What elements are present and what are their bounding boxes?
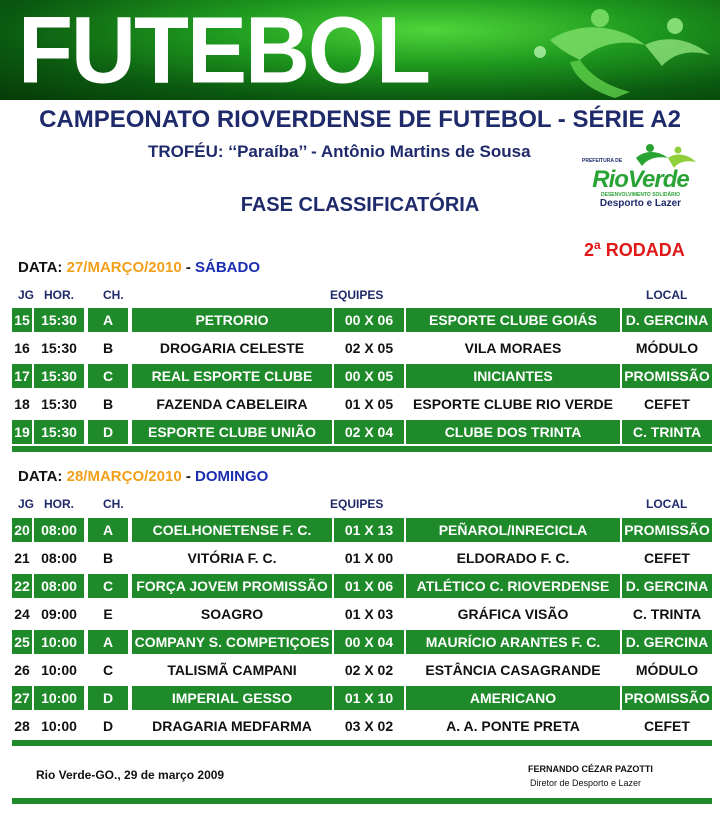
away-team: MAURÍCIO ARANTES F. C. — [406, 630, 620, 654]
home-team: FAZENDA CABELEIRA — [156, 396, 308, 412]
game-venue: C. TRINTA — [632, 606, 702, 622]
game-time: 15:30 — [41, 340, 77, 356]
home-team: ESPORTE CLUBE UNIÃO — [132, 420, 332, 444]
bottom-bar — [12, 798, 712, 804]
col-hor: HOR. — [44, 497, 74, 511]
game-group: A — [88, 308, 128, 332]
game-number: 21 — [14, 550, 30, 566]
round-ordinal: a — [594, 238, 601, 252]
table-row — [12, 684, 712, 712]
date-weekday: DOMINGO — [195, 468, 269, 485]
table-row — [12, 362, 712, 390]
away-team: CLUBE DOS TRINTA — [406, 420, 620, 444]
col-equipes: EQUIPES — [330, 288, 384, 302]
game-score: 01 X 05 — [344, 396, 394, 412]
games-table-saturday — [12, 306, 712, 446]
game-venue: D. GERCINA — [622, 630, 712, 654]
game-time: 15:30 — [34, 364, 84, 388]
away-team: GRÁFICA VISÃO — [457, 606, 569, 622]
table-row — [12, 418, 712, 446]
home-team: PETRORIO — [132, 308, 332, 332]
game-group: A — [88, 630, 128, 654]
game-time: 10:00 — [34, 686, 84, 710]
col-equipes: EQUIPES — [330, 497, 384, 511]
game-score: 03 X 02 — [344, 718, 394, 734]
date-line-sunday — [18, 468, 268, 485]
col-jg: JG — [18, 497, 35, 511]
away-team: ESPORTE CLUBE RIO VERDE — [413, 396, 613, 412]
col-local: LOCAL — [646, 497, 688, 511]
game-score: 01 X 10 — [334, 686, 404, 710]
signer-name: FERNANDO CÉZAR PAZOTTI — [528, 764, 653, 774]
date-dash: - — [181, 259, 196, 276]
table-row — [12, 572, 712, 600]
table-row — [12, 656, 712, 684]
away-team: ATLÉTICO C. RIOVERDENSE — [406, 574, 620, 598]
home-team: COMPANY S. COMPETIÇOES — [132, 630, 332, 654]
game-number: 18 — [14, 396, 30, 412]
games-table-sunday — [12, 516, 712, 740]
round-number: 2 — [584, 240, 595, 260]
game-group: C — [88, 574, 128, 598]
game-time: 10:00 — [34, 630, 84, 654]
game-group: D — [88, 686, 128, 710]
game-group: D — [88, 420, 128, 444]
game-score: 00 X 04 — [334, 630, 404, 654]
table-divider — [12, 446, 712, 452]
game-group: B — [102, 340, 114, 356]
away-team: AMERICANO — [406, 686, 620, 710]
game-venue: CEFET — [644, 396, 690, 412]
game-score: 00 X 05 — [334, 364, 404, 388]
date-label: DATA: — [18, 259, 63, 276]
game-number: 24 — [14, 606, 30, 622]
game-score: 02 X 02 — [344, 662, 394, 678]
game-time: 08:00 — [34, 574, 84, 598]
away-team: PEÑAROL/INRECICLA — [406, 518, 620, 542]
home-team: VITÓRIA F. C. — [187, 550, 277, 566]
game-score: 01 X 13 — [334, 518, 404, 542]
round-label — [584, 238, 685, 261]
table-row — [12, 306, 712, 334]
game-number: 28 — [14, 718, 30, 734]
date-dash: - — [181, 468, 196, 485]
game-venue: D. GERCINA — [622, 308, 712, 332]
table-row — [12, 628, 712, 656]
game-venue: C. TRINTA — [622, 420, 712, 444]
date-value: 28/MARÇO/2010 — [66, 468, 182, 485]
away-team: VILA MORAES — [464, 340, 562, 356]
game-time: 08:00 — [41, 550, 77, 566]
table-row — [12, 600, 712, 628]
table-row — [12, 712, 712, 740]
phase-title: FASE CLASSIFICATÓRIA — [240, 194, 480, 216]
footer-place-date: Rio Verde-GO., 29 de março 2009 — [36, 768, 225, 782]
game-time: 10:00 — [41, 662, 77, 678]
game-score: 01 X 06 — [334, 574, 404, 598]
players-silhouette-icon — [430, 0, 720, 100]
game-time: 08:00 — [34, 518, 84, 542]
game-time: 09:00 — [41, 606, 77, 622]
game-venue: PROMISSÃO — [622, 364, 712, 388]
home-team: SOAGRO — [200, 606, 264, 622]
home-team: IMPERIAL GESSO — [132, 686, 332, 710]
game-venue: PROMISSÃO — [622, 686, 712, 710]
date-value: 27/MARÇO/2010 — [66, 259, 182, 276]
date-label: DATA: — [18, 468, 63, 485]
game-group: C — [102, 662, 114, 678]
table-row — [12, 544, 712, 572]
logo-name: RioVerde — [592, 166, 689, 193]
game-number: 22 — [12, 574, 32, 598]
home-team: TALISMÃ CAMPANI — [167, 662, 297, 678]
game-time: 15:30 — [34, 308, 84, 332]
game-score: 01 X 00 — [344, 550, 394, 566]
date-weekday: SÁBADO — [195, 259, 261, 276]
table-divider — [12, 740, 712, 746]
table-row — [12, 390, 712, 418]
championship-title: CAMPEONATO RIOVERDENSE DE FUTEBOL - SÉRIE A2 — [39, 106, 681, 133]
col-ch: CH. — [103, 288, 124, 302]
game-group: A — [88, 518, 128, 542]
game-number: 27 — [12, 686, 32, 710]
away-team: ELDORADO F. C. — [456, 550, 570, 566]
game-time: 15:30 — [34, 420, 84, 444]
game-venue: MÓDULO — [635, 662, 699, 678]
col-ch: CH. — [103, 497, 124, 511]
away-team: ESTÂNCIA CASAGRANDE — [425, 662, 601, 678]
col-hor: HOR. — [44, 288, 74, 302]
game-group: D — [102, 718, 114, 734]
game-number: 16 — [14, 340, 30, 356]
game-venue: D. GERCINA — [622, 574, 712, 598]
game-number: 26 — [14, 662, 30, 678]
game-group: B — [102, 396, 114, 412]
round-text: RODADA — [600, 240, 685, 260]
game-number: 15 — [12, 308, 32, 332]
game-venue: MÓDULO — [635, 340, 699, 356]
home-team: FORÇA JOVEM PROMISSÃO — [132, 574, 332, 598]
col-local: LOCAL — [646, 288, 688, 302]
home-team: COELHONETENSE F. C. — [132, 518, 332, 542]
game-venue: CEFET — [644, 550, 690, 566]
col-jg: JG — [18, 288, 35, 302]
logo-prefix: PREFEITURA DE — [582, 158, 623, 164]
home-team: DROGARIA CELESTE — [159, 340, 305, 356]
game-time: 15:30 — [41, 396, 77, 412]
home-team: DRAGARIA MEDFARMA — [152, 718, 312, 734]
column-headers — [0, 497, 720, 513]
game-group: B — [102, 550, 114, 566]
column-headers — [0, 288, 720, 304]
game-number: 25 — [12, 630, 32, 654]
game-group: E — [103, 606, 113, 622]
game-score: 02 X 05 — [344, 340, 394, 356]
table-row — [12, 334, 712, 362]
game-number: 19 — [12, 420, 32, 444]
game-score: 01 X 03 — [344, 606, 394, 622]
date-line-saturday — [18, 259, 260, 276]
game-venue: PROMISSÃO — [622, 518, 712, 542]
banner-title: FUTEBOL — [18, 0, 429, 100]
table-row — [12, 516, 712, 544]
game-group: C — [88, 364, 128, 388]
trophy-line: TROFÉU: ‘‘Paraíba’’ - Antônio Martins de Sousa — [148, 142, 531, 161]
game-number: 17 — [12, 364, 32, 388]
home-team: REAL ESPORTE CLUBE — [132, 364, 332, 388]
away-team: A. A. PONTE PRETA — [446, 718, 580, 734]
game-number: 20 — [12, 518, 32, 542]
logo-tagline: DESENVOLVIMENTO SOLIDÁRIO — [601, 192, 680, 198]
game-score: 02 X 04 — [334, 420, 404, 444]
game-venue: CEFET — [644, 718, 690, 734]
away-team: ESPORTE CLUBE GOIÁS — [406, 308, 620, 332]
away-team: INICIANTES — [406, 364, 620, 388]
logo-department: Desporto e Lazer — [599, 198, 682, 209]
game-time: 10:00 — [41, 718, 77, 734]
banner — [0, 0, 720, 100]
signer-role: Diretor de Desporto e Lazer — [530, 778, 642, 788]
game-score: 00 X 06 — [334, 308, 404, 332]
